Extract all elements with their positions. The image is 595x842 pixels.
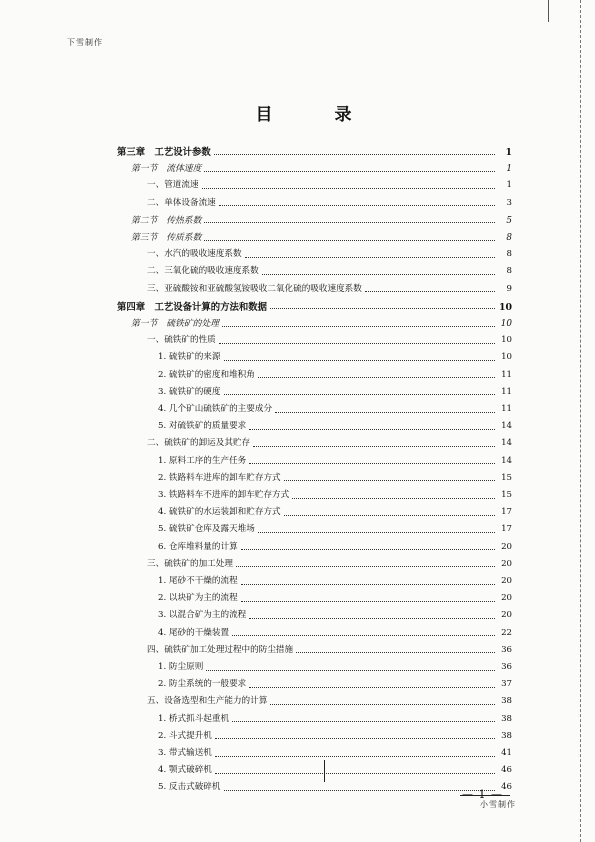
toc-leader-dots: [215, 750, 495, 757]
page-corner-mark: [548, 0, 549, 22]
toc-entry-page: 17: [501, 507, 512, 518]
toc-entry-page: 38: [501, 713, 512, 724]
toc-entry: [131, 213, 512, 227]
toc-entry-page: 14: [501, 438, 512, 449]
toc-entry: [158, 488, 512, 502]
toc-entry-page: 10: [501, 335, 512, 346]
toc-entry-page: 5: [506, 215, 512, 226]
toc-leader-dots: [249, 681, 495, 688]
toc-entry: [147, 178, 512, 192]
toc-entry-label: 2. 防尘系统的一般要求: [158, 679, 247, 690]
toc-entry-page: 14: [501, 421, 512, 432]
toc-entry-label: 3. 带式输送机: [158, 748, 212, 758]
toc-entry-label: 四、硫铁矿加工处理过程中的防尘措施: [147, 644, 294, 655]
toc-entry-label: 2. 硫铁矿的密度和堆积角: [158, 369, 255, 380]
toc-leader-dots: [215, 767, 495, 774]
toc-leader-dots: [258, 526, 495, 533]
toc-entry: [158, 454, 512, 468]
toc-entry-label: 2. 铁路料车进库的卸车贮存方式: [158, 472, 281, 483]
toc-entry-page: 1: [505, 147, 512, 158]
toc-entry: [158, 350, 512, 364]
toc-entry-page: 37: [501, 679, 512, 690]
toc-entry-label: 1. 尾砂不干燥的流程: [158, 576, 238, 586]
toc-entry-page: 8: [506, 266, 512, 277]
toc-entry: [158, 368, 512, 382]
toc-leader-dots: [365, 285, 495, 292]
page-edge-line: [580, 0, 582, 842]
toc-entry-label: 二、三氧化硫的吸收速度系数: [147, 266, 259, 277]
toc-entry-page: 8: [506, 249, 512, 260]
toc-entry-page: 11: [501, 369, 512, 380]
toc-entry: [158, 591, 512, 605]
toc-entry-page: 1: [506, 180, 512, 191]
toc-entry: [131, 316, 512, 330]
toc-leader-dots: [232, 715, 495, 722]
toc-leader-dots: [262, 268, 495, 275]
toc-entry-page: 17: [501, 524, 512, 535]
toc-entry-page: 46: [501, 782, 512, 793]
toc-leader-dots: [284, 509, 495, 516]
toc-entry-label: 3. 硫铁矿的硬度: [158, 386, 221, 397]
toc-leader-dots: [224, 354, 496, 361]
toc-entry-label: 2. 斗式提升机: [158, 730, 212, 741]
toc-entry: [158, 574, 512, 588]
toc-entry-label: 第三章 工艺设计参数: [117, 147, 211, 158]
toc-entry-page: 10: [501, 352, 512, 363]
toc-entry-label: 5. 对硫铁矿的质量要求: [158, 421, 247, 432]
toc-entry-page: 20: [501, 610, 512, 621]
toc-leader-dots: [253, 440, 495, 447]
toc-leader-dots: [249, 423, 495, 430]
toc-entry: [158, 540, 512, 554]
toc-entry: [158, 729, 512, 743]
toc-entry: [117, 144, 512, 158]
toc-leader-dots: [241, 578, 495, 585]
toc-entry-label: 第四章 工艺设备计算的方法和数据: [117, 301, 268, 313]
toc-entry-page: 46: [501, 765, 512, 776]
toc-entry-label: 二、硫铁矿的卸运及其贮存: [147, 438, 251, 449]
watermark-bottom: 小雪制作: [480, 800, 516, 809]
toc-entry: [158, 626, 512, 640]
toc-leader-dots: [206, 664, 495, 671]
toc-entry-label: 2. 以块矿为主的流程: [158, 593, 238, 604]
toc-entry-page: 38: [501, 730, 512, 741]
toc-entry-page: 20: [501, 593, 512, 604]
toc-entry: [131, 230, 512, 244]
toc-entry: [147, 694, 512, 708]
toc-entry-label: 三、亚硫酸铵和亚硫酸氢铵吸收二氧化硫的吸收速度系数: [147, 283, 362, 294]
toc-entry: [147, 557, 512, 571]
toc-leader-dots: [215, 732, 495, 739]
toc-entry-label: 第二节 传热系数: [131, 215, 202, 226]
toc-entry-page: 22: [501, 627, 512, 638]
toc-entry-label: 4. 硫铁矿的水运装卸和贮存方式: [158, 507, 281, 518]
toc-entry-page: 11: [501, 386, 512, 397]
toc-entry-page: 38: [501, 696, 512, 707]
toc-entry: [147, 436, 512, 450]
toc-entry-page: 11: [501, 404, 512, 414]
toc-entry: [117, 299, 512, 313]
toc-entry: [158, 522, 512, 536]
toc-leader-dots: [214, 148, 495, 155]
toc-entry-label: 1. 硫铁矿的来源: [158, 352, 221, 363]
watermark-top: 下雪制作: [67, 38, 103, 47]
toc-entry-label: 五、设备选型和生产能力的计算: [147, 696, 268, 707]
toc-entry-label: 4. 尾砂的干燥装置: [158, 627, 230, 638]
toc-entry-page: 20: [501, 541, 512, 552]
toc-leader-dots: [258, 371, 495, 378]
toc-entry-page: 9: [506, 283, 512, 294]
toc-entry-label: 3. 以混合矿为主的流程: [158, 610, 247, 621]
toc-entry: [147, 643, 512, 657]
toc-leader-dots: [241, 595, 495, 602]
toc-entry: [158, 608, 512, 622]
toc-entry-label: 3. 铁路料车不进库的卸车贮存方式: [158, 490, 290, 500]
toc-entry: [158, 419, 512, 433]
toc-entry-page: 15: [501, 472, 512, 483]
toc-entry-page: 15: [501, 490, 512, 500]
toc-entry: [158, 712, 512, 726]
toc-entry: [158, 385, 512, 399]
toc-entry-label: 一、管道流速: [147, 180, 199, 191]
stray-pen-mark: [324, 760, 325, 782]
toc-entry-label: 4. 颚式破碎机: [158, 765, 212, 776]
toc-entry: [131, 161, 512, 175]
toc-leader-dots: [222, 320, 495, 327]
toc-entry: [158, 471, 512, 485]
toc-leader-dots: [249, 457, 495, 464]
toc-leader-dots: [224, 784, 496, 791]
toc-entry-label: 二、单体设备流速: [147, 197, 216, 208]
toc-entry-page: 14: [501, 455, 512, 466]
toc-entry-label: 1. 桥式抓斗起重机: [158, 713, 230, 724]
toc-leader-dots: [204, 216, 495, 223]
toc-entry-page: 3: [506, 197, 512, 208]
toc-leader-dots: [245, 251, 495, 258]
toc-leader-dots: [292, 492, 495, 499]
toc-entry-page: 8: [506, 233, 512, 243]
toc-entry-page: 1: [506, 164, 512, 175]
toc-leader-dots: [224, 388, 496, 395]
page-title: 目 录: [255, 105, 380, 125]
toc-entry-label: 第一节 硫铁矿的处理: [131, 319, 219, 329]
toc-entry-page: 36: [501, 644, 512, 655]
toc-entry: [158, 677, 512, 691]
toc-entry: [147, 333, 512, 347]
toc-leader-dots: [249, 612, 495, 619]
toc-entry-page: 10: [498, 301, 512, 313]
toc-entry: [158, 746, 512, 760]
toc-leader-dots: [275, 406, 495, 413]
toc-leader-dots: [232, 629, 495, 636]
toc-entry-label: 第三节 传质系数: [131, 233, 202, 243]
toc-leader-dots: [204, 234, 495, 241]
toc-leader-dots: [284, 474, 495, 481]
toc-entry-page: 36: [501, 662, 512, 672]
page-number: — 1 —: [462, 788, 503, 801]
toc-entry-label: 第一节 流体速度: [131, 164, 202, 175]
toc-entry-page: 41: [501, 748, 512, 758]
toc-entry: [158, 763, 512, 777]
toc-leader-dots: [236, 560, 495, 567]
toc-leader-dots: [270, 302, 495, 309]
toc-entry-label: 三、硫铁矿的加工处理: [147, 558, 233, 569]
toc-leader-dots: [204, 165, 495, 172]
toc-leader-dots: [202, 182, 495, 189]
toc-entry: [158, 402, 512, 416]
toc-entry-label: 一、水汽的吸收速度系数: [147, 249, 242, 260]
toc-entry: [147, 196, 512, 210]
toc-entry-page: 20: [501, 576, 512, 586]
toc-entry-page: 10: [500, 319, 512, 329]
toc-leader-dots: [296, 646, 495, 653]
toc-entry-label: 5. 反击式破碎机: [158, 782, 221, 793]
toc-entry-label: 1. 防尘原则: [158, 662, 204, 672]
toc-entry: [147, 247, 512, 261]
toc-entry-label: 5. 硫铁矿仓库及露天堆场: [158, 524, 255, 535]
toc-entry: [158, 660, 512, 674]
toc-leader-dots: [219, 199, 495, 206]
toc-leader-dots: [270, 698, 495, 705]
toc-entry-page: 20: [501, 558, 512, 569]
toc-entry-label: 4. 几个矿山硫铁矿的主要成分: [158, 404, 273, 414]
toc-entry: [158, 780, 512, 794]
toc-entry-label: 6. 仓库堆料量的计算: [158, 541, 238, 552]
toc-entry-label: 一、硫铁矿的性质: [147, 335, 216, 346]
toc-entry-label: 1. 原料工序的生产任务: [158, 455, 247, 466]
toc-leader-dots: [241, 543, 495, 550]
toc-entry: [147, 282, 512, 296]
toc-entry: [147, 264, 512, 278]
toc-entry: [158, 505, 512, 519]
toc-leader-dots: [219, 337, 495, 344]
